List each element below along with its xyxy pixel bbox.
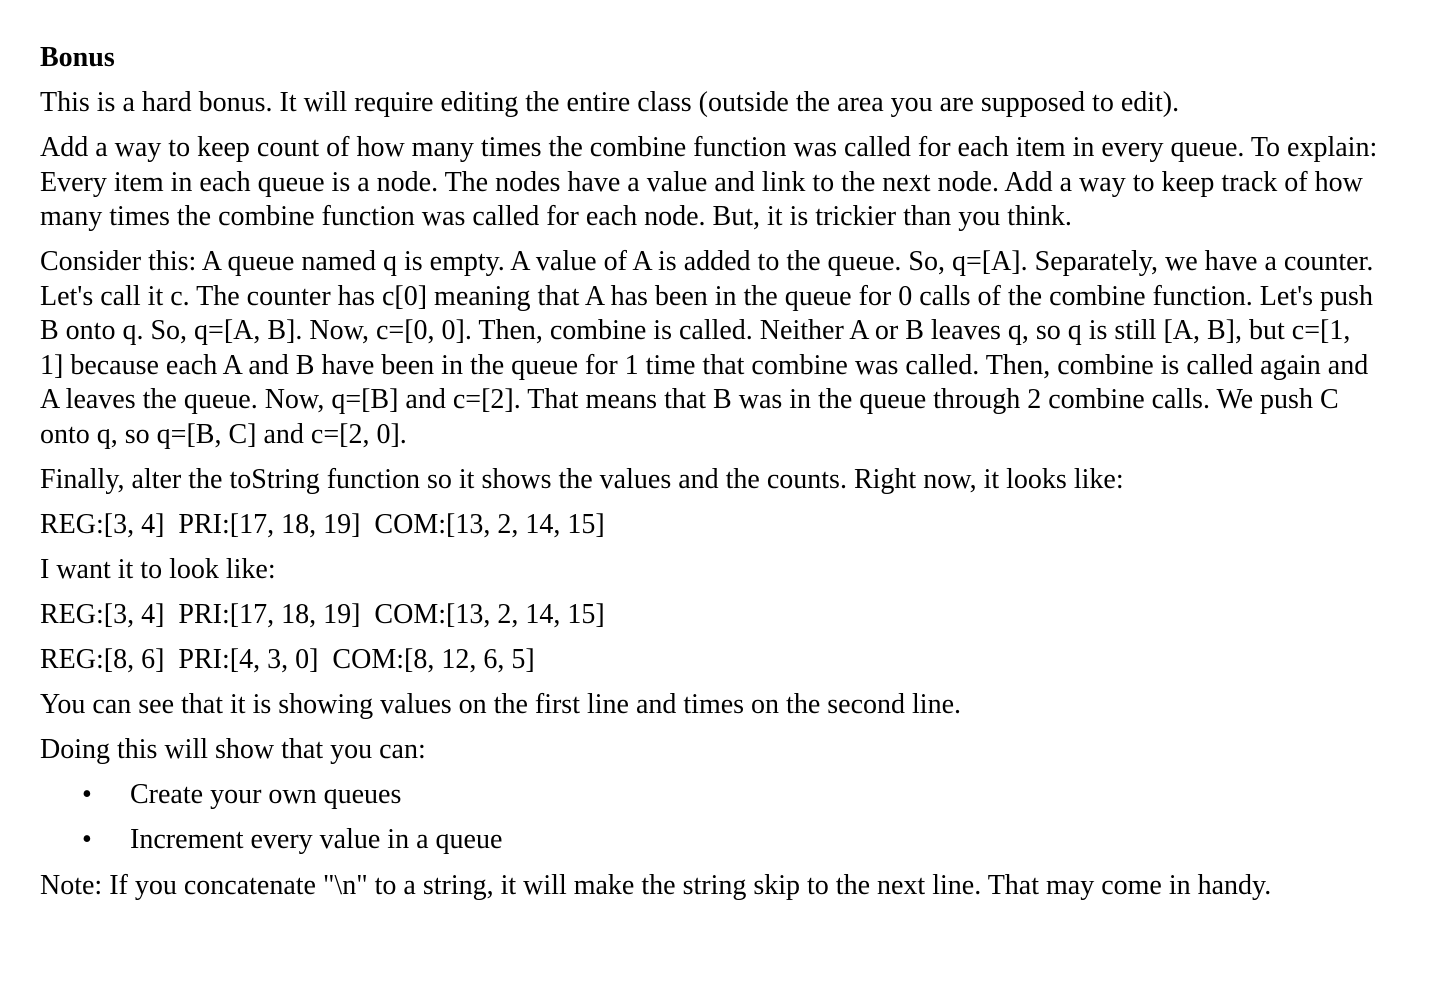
example-paragraph: Consider this: A queue named q is empty. A value of A is added to the queue. So, q=[A]. Separately, we have a counter. Let's call it c. The counter has c[0] meaning that A has been in the queue for 0 calls of the combine function. Let's push B onto q. So, q=[A, B]. Now, c=[0, 0]. Then, combine is called. Neither A or B leaves q, so q is still [A, B], but c=[1, 1] because each A and B have been in the queue for 1 time that combine was called. Then, combine is called again and A leaves the queue. Now, q=[B] and c=[2]. That means that B was in the queue through 2 combine calls. We push C onto q, so q=[B, C] and c=[2, 0].	[40, 246, 1381, 450]
intro-paragraph: This is a hard bonus. It will require editing the entire class (outside the area you are supposed to edit).	[40, 87, 1180, 118]
want-paragraph: I want it to look like:	[40, 553, 276, 585]
desired-output-line-2: REG:[8, 6] PRI:[4, 3, 0] COM:[8, 12, 6, 5]	[40, 643, 535, 675]
note-paragraph: Note: If you concatenate "\n" to a string, it will make the string skip to the next line. That may come in handy.	[40, 869, 1272, 901]
list-item	[40, 778, 1380, 813]
desired-output-line-1: REG:[3, 4] PRI:[17, 18, 19] COM:[13, 2, 14, 15]	[40, 598, 605, 630]
document-body	[40, 41, 1385, 914]
skills-list	[40, 778, 1380, 858]
task-paragraph: Add a way to keep count of how many times the combine function was called for each item in every queue. To explain: Every item in each queue is a node. The nodes have a value and link to the next node. Add a way to keep track of how many times the combine function was called for each node. But, it is trickier than you think.	[40, 132, 1385, 232]
explanation-paragraph: You can see that it is showing values on the first line and times on the second line.	[40, 688, 962, 720]
bullet-icon: •	[82, 778, 92, 810]
list-item-text: Increment every value in a queue	[130, 824, 503, 855]
list-item	[40, 823, 1380, 858]
list-item-text: Create your own queues	[130, 778, 402, 810]
section-heading: Bonus	[40, 42, 115, 73]
finally-paragraph: Finally, alter the toString function so it shows the values and the counts. Right now, it looks like:	[40, 463, 1124, 495]
current-output-line: REG:[3, 4] PRI:[17, 18, 19] COM:[13, 2, 14, 15]	[40, 508, 605, 540]
doing-this-paragraph: Doing this will show that you can:	[40, 733, 426, 765]
bullet-icon: •	[82, 824, 92, 855]
